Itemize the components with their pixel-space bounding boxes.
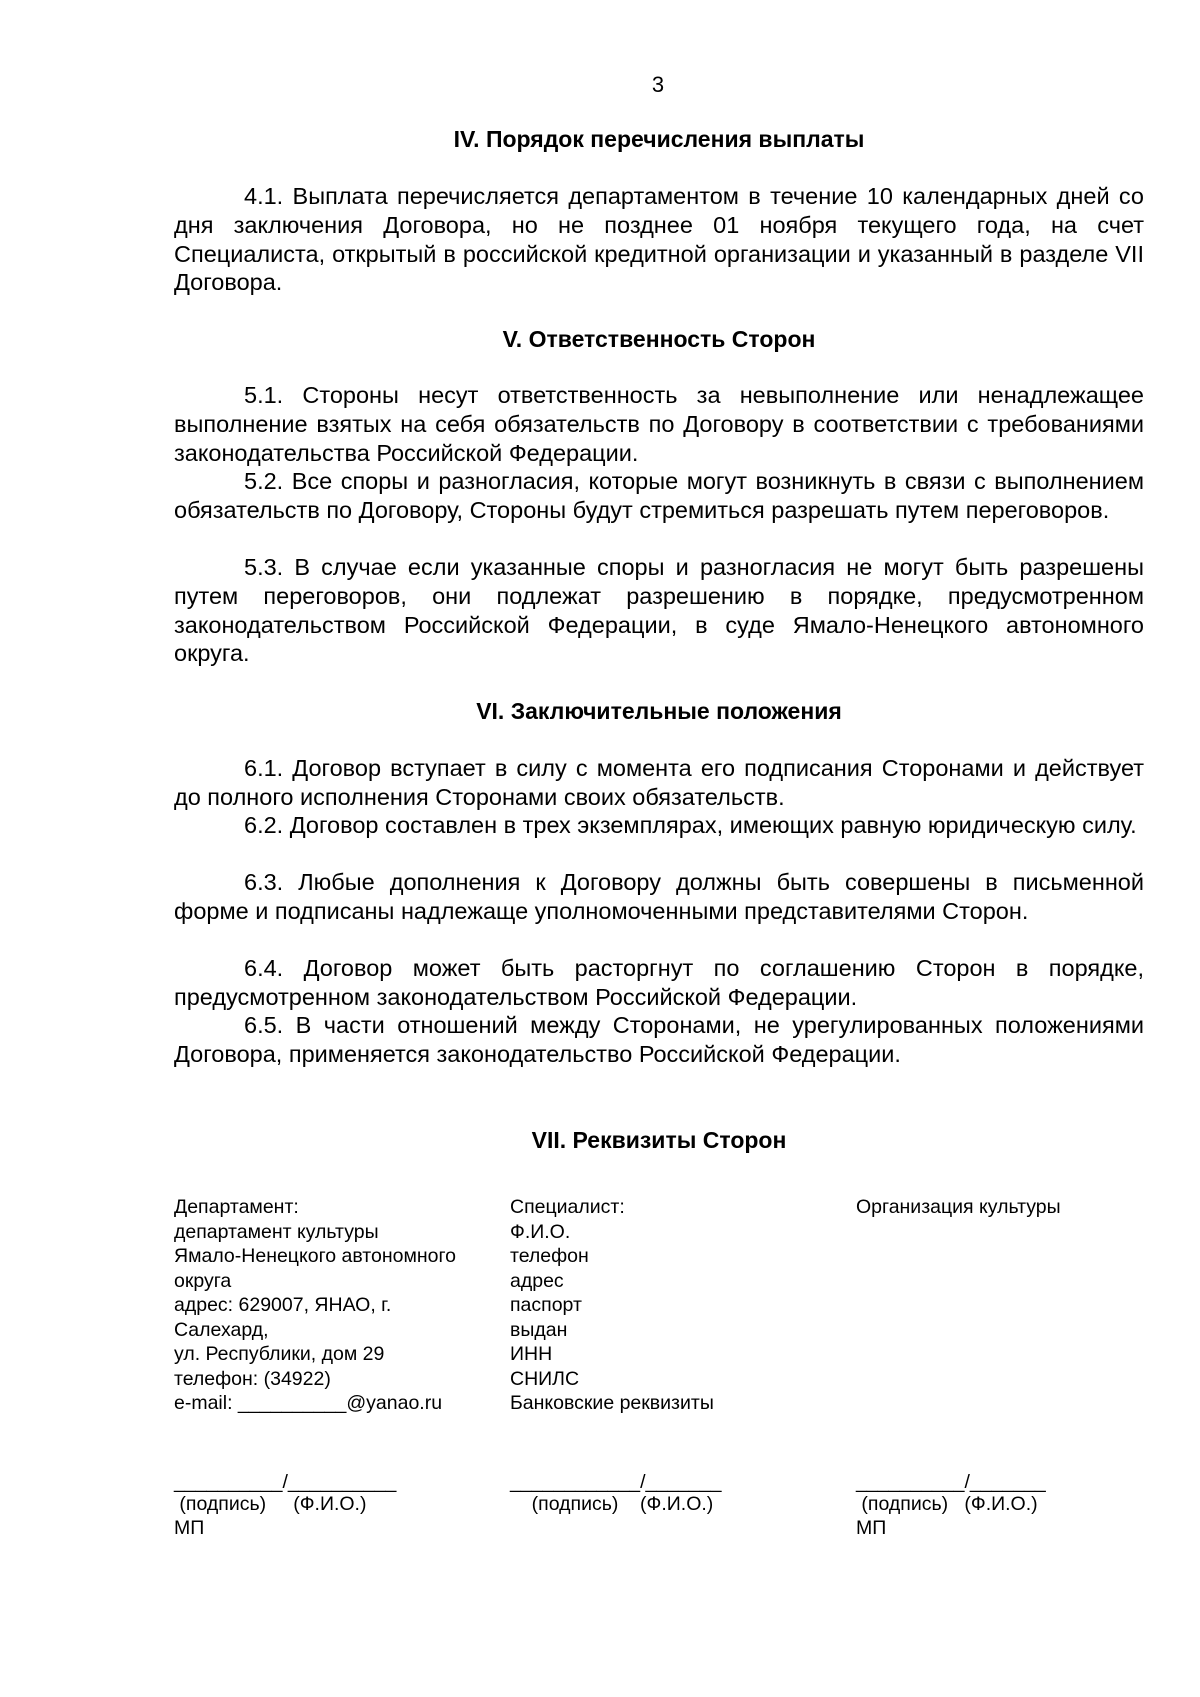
organization-stamp: МП (856, 1517, 887, 1539)
paragraph-5-1: 5.1. Стороны несут ответственность за невыполнение или ненадлежащее выполнение взятых на себя обязательств по Договору в соответствии с требованиями законодательства Российской Федерации. (174, 382, 1144, 466)
paragraph-5-3: 5.3. В случае если указанные споры и разногласия не могут быть разрешены путем переговоров, они подлежат разрешению в порядке, предусмотренном законодательством Российской Федерации, в суде Ямало-Ненецкого автономного округа. (174, 554, 1144, 667)
specialist-signature-caption: (подпись) (Ф.И.О.) (510, 1493, 714, 1515)
specialist-requisites (510, 1195, 714, 1416)
department-line: округа (174, 1269, 232, 1292)
specialist-line: Ф.И.О. (510, 1220, 571, 1243)
department-line: Салехард, (174, 1318, 269, 1341)
department-line: Департамент: (174, 1196, 299, 1218)
specialist-line: Банковские реквизиты (510, 1392, 714, 1414)
department-line: Ямало-Ненецкого автономного (174, 1245, 457, 1267)
specialist-line: паспорт (510, 1294, 582, 1316)
organization-signature-line: __________/_______ (856, 1471, 1046, 1493)
department-line: телефон: (34922) (174, 1367, 331, 1390)
specialist-line: Специалист: (510, 1196, 625, 1218)
department-line: ул. Республики, дом 29 (174, 1343, 385, 1365)
section-5-title: V. Ответственность Сторон (502, 326, 816, 352)
paragraph-6-5: 6.5. В части отношений между Сторонами, не урегулированных положениями Договора, применяется законодательство Российской Федерации. (174, 1012, 1144, 1067)
organization-line: Организация культуры (856, 1196, 1061, 1218)
paragraph-5-2: 5.2. Все споры и разногласия, которые могут возникнуть в связи с выполнением обязательств по Договору, Стороны будут стремиться разрешать путем переговоров. (174, 468, 1144, 523)
department-line: департамент культуры (174, 1220, 379, 1243)
page-number: 3 (651, 72, 665, 97)
section-6-title: VI. Заключительные положения (476, 698, 842, 724)
specialist-line: СНИЛС (510, 1367, 580, 1390)
organization-signature-caption: (подпись) (Ф.И.О.) (856, 1493, 1038, 1515)
department-requisites (174, 1195, 456, 1416)
department-line: e-mail: __________@yanao.ru (174, 1392, 443, 1414)
specialist-line: адрес (510, 1269, 564, 1292)
organization-requisites (856, 1195, 1061, 1220)
department-signature-line: __________/__________ (174, 1471, 397, 1493)
department-line: адрес: 629007, ЯНАО, г. (174, 1294, 392, 1316)
section-7-title: VII. Реквизиты Сторон (531, 1127, 787, 1153)
paragraph-6-4: 6.4. Договор может быть расторгнут по соглашению Сторон в порядке, предусмотренном законодательством Российской Федерации. (174, 955, 1144, 1010)
paragraph-4-1: 4.1. Выплата перечисляется департаментом в течение 10 календарных дней со дня заключения Договора, но не позднее 01 ноября текущего года, на счет Специалиста, открытый в российской кредитной организации и указанный в разделе VII Договора. (174, 183, 1144, 296)
specialist-signature-line: ____________/_______ (510, 1471, 722, 1493)
section-4-title: IV. Порядок перечисления выплаты (453, 126, 865, 152)
department-signature-caption: (подпись) (Ф.И.О.) (174, 1493, 367, 1515)
specialist-line: телефон (510, 1245, 589, 1267)
paragraph-6-3: 6.3. Любые дополнения к Договору должны быть совершены в письменной форме и подписаны надлежаще уполномоченными представителями Сторон. (174, 869, 1144, 924)
paragraph-6-1: 6.1. Договор вступает в силу с момента его подписания Сторонами и действует до полного исполнения Сторонами своих обязательств. (174, 755, 1144, 810)
department-stamp: МП (174, 1517, 205, 1539)
specialist-line: ИНН (510, 1343, 553, 1365)
specialist-line: выдан (510, 1318, 568, 1341)
paragraph-6-2: 6.2. Договор составлен в трех экземплярах, имеющих равную юридическую силу. (244, 812, 1137, 838)
